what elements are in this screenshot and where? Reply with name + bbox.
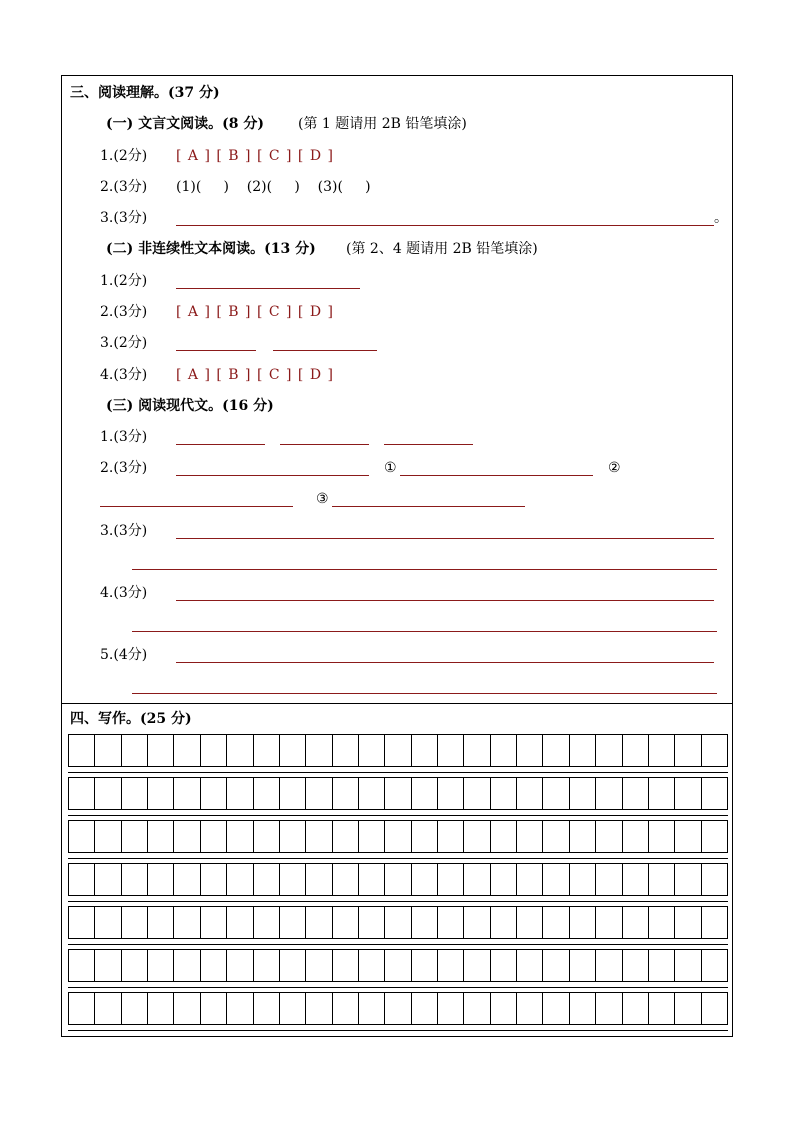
grid-cell[interactable] — [122, 864, 148, 896]
grid-cell[interactable] — [438, 735, 464, 767]
grid-cell[interactable] — [675, 907, 701, 939]
p3-q1-answer-line-2[interactable] — [280, 444, 369, 445]
grid-cell[interactable] — [201, 821, 227, 853]
p3-q4-answer-line-2[interactable] — [132, 631, 717, 632]
grid-cell[interactable] — [702, 950, 728, 982]
grid-cell[interactable] — [306, 735, 332, 767]
grid-cell[interactable] — [543, 778, 569, 810]
p1-q2-blanks[interactable]: (1)( ) (2)( ) (3)( ) — [176, 179, 371, 195]
grid-cell[interactable] — [359, 821, 385, 853]
grid-cell[interactable] — [702, 778, 728, 810]
grid-cell[interactable] — [464, 735, 490, 767]
grid-cell[interactable] — [491, 735, 517, 767]
grid-cell[interactable] — [675, 864, 701, 896]
grid-cell[interactable] — [95, 864, 121, 896]
grid-cell[interactable] — [702, 993, 728, 1025]
grid-cell[interactable] — [174, 735, 200, 767]
part1-note: (第 1 题请用 2B 铅笔填涂) — [298, 116, 467, 132]
grid-cell[interactable] — [702, 907, 728, 939]
grid-cell[interactable] — [174, 864, 200, 896]
grid-cell[interactable] — [201, 778, 227, 810]
grid-cell[interactable] — [412, 993, 438, 1025]
p3-q1-answer-line-1[interactable] — [176, 444, 265, 445]
p3-q2-answer-line-2[interactable] — [100, 506, 293, 507]
grid-gap-line — [68, 901, 728, 902]
grid-cell[interactable] — [649, 821, 675, 853]
grid-cell[interactable] — [69, 821, 95, 853]
p2-q3-label: 3.(2分) — [100, 335, 148, 351]
grid-row — [68, 906, 728, 939]
grid-cell[interactable] — [69, 907, 95, 939]
grid-cell[interactable] — [174, 950, 200, 982]
grid-cell[interactable] — [623, 993, 649, 1025]
grid-cell[interactable] — [570, 778, 596, 810]
grid-gap-line — [68, 1030, 728, 1031]
grid-row — [68, 820, 728, 853]
grid-cell[interactable] — [122, 821, 148, 853]
grid-row — [68, 734, 728, 767]
grid-cell[interactable] — [280, 907, 306, 939]
grid-cell[interactable] — [333, 950, 359, 982]
p3-q3-answer-line-1[interactable] — [176, 538, 714, 539]
grid-cell[interactable] — [570, 907, 596, 939]
grid-cell[interactable] — [201, 993, 227, 1025]
grid-cell[interactable] — [649, 864, 675, 896]
grid-cell[interactable] — [122, 907, 148, 939]
grid-cell[interactable] — [359, 864, 385, 896]
p3-q5-answer-line-2[interactable] — [132, 693, 717, 694]
grid-cell[interactable] — [148, 864, 174, 896]
grid-cell[interactable] — [69, 864, 95, 896]
grid-cell[interactable] — [412, 950, 438, 982]
grid-cell[interactable] — [227, 735, 253, 767]
grid-cell[interactable] — [333, 778, 359, 810]
grid-cell[interactable] — [596, 778, 622, 810]
grid-cell[interactable] — [280, 735, 306, 767]
grid-cell[interactable] — [623, 735, 649, 767]
part2-heading: (二) 非连续性文本阅读。(13 分) — [106, 241, 316, 257]
grid-cell[interactable] — [69, 993, 95, 1025]
grid-gap-line — [68, 815, 728, 816]
grid-cell[interactable] — [649, 735, 675, 767]
grid-cell[interactable] — [491, 778, 517, 810]
grid-cell[interactable] — [201, 864, 227, 896]
grid-cell[interactable] — [254, 993, 280, 1025]
grid-cell[interactable] — [517, 950, 543, 982]
grid-cell[interactable] — [306, 821, 332, 853]
grid-cell[interactable] — [543, 950, 569, 982]
grid-cell[interactable] — [517, 735, 543, 767]
grid-cell[interactable] — [333, 864, 359, 896]
section3-heading: 三、阅读理解。(37 分) — [70, 85, 220, 101]
grid-cell[interactable] — [623, 778, 649, 810]
grid-gap-line — [68, 858, 728, 859]
p2-q2-options[interactable]: [ A ] [ B ] [ C ] [ D ] — [176, 304, 334, 320]
grid-cell[interactable] — [596, 821, 622, 853]
grid-cell[interactable] — [596, 950, 622, 982]
grid-cell[interactable] — [95, 821, 121, 853]
grid-cell[interactable] — [491, 907, 517, 939]
grid-cell[interactable] — [675, 993, 701, 1025]
p3-q2-mark2: ② — [608, 460, 621, 476]
p1-q3-answer-line[interactable] — [176, 225, 714, 226]
grid-cell[interactable] — [69, 778, 95, 810]
grid-cell[interactable] — [333, 993, 359, 1025]
grid-cell[interactable] — [517, 993, 543, 1025]
p2-q4-options[interactable]: [ A ] [ B ] [ C ] [ D ] — [176, 367, 334, 383]
grid-cell[interactable] — [174, 821, 200, 853]
grid-cell[interactable] — [623, 907, 649, 939]
grid-cell[interactable] — [227, 993, 253, 1025]
grid-cell[interactable] — [543, 735, 569, 767]
grid-cell[interactable] — [280, 950, 306, 982]
grid-cell[interactable] — [491, 864, 517, 896]
grid-cell[interactable] — [280, 821, 306, 853]
grid-cell[interactable] — [412, 907, 438, 939]
grid-cell[interactable] — [333, 821, 359, 853]
grid-cell[interactable] — [227, 778, 253, 810]
p1-q1-label: 1.(2分) — [100, 148, 148, 164]
grid-cell[interactable] — [412, 821, 438, 853]
p3-q5-label: 5.(4分) — [100, 647, 148, 663]
p1-q1-options[interactable]: [ A ] [ B ] [ C ] [ D ] — [176, 148, 334, 164]
grid-cell[interactable] — [333, 907, 359, 939]
p2-q1-label: 1.(2分) — [100, 273, 148, 289]
grid-cell[interactable] — [570, 950, 596, 982]
grid-cell[interactable] — [675, 735, 701, 767]
grid-cell[interactable] — [491, 993, 517, 1025]
grid-cell[interactable] — [174, 993, 200, 1025]
p3-q3-answer-line-2[interactable] — [132, 569, 717, 570]
p3-q3-label: 3.(3分) — [100, 523, 148, 539]
grid-cell[interactable] — [201, 735, 227, 767]
grid-cell[interactable] — [69, 950, 95, 982]
grid-gap-line — [68, 987, 728, 988]
grid-cell[interactable] — [438, 821, 464, 853]
grid-gap-line — [68, 772, 728, 773]
p3-q2-answer-line-3[interactable] — [332, 506, 525, 507]
grid-cell[interactable] — [464, 950, 490, 982]
grid-cell[interactable] — [438, 907, 464, 939]
grid-cell[interactable] — [122, 993, 148, 1025]
grid-cell[interactable] — [517, 778, 543, 810]
grid-cell[interactable] — [675, 950, 701, 982]
grid-cell[interactable] — [306, 950, 332, 982]
p2-q2-label: 2.(3分) — [100, 304, 148, 320]
grid-cell[interactable] — [359, 735, 385, 767]
grid-cell[interactable] — [95, 950, 121, 982]
grid-cell[interactable] — [543, 993, 569, 1025]
grid-cell[interactable] — [174, 907, 200, 939]
grid-cell[interactable] — [464, 993, 490, 1025]
part3-heading: (三) 阅读现代文。(16 分) — [106, 398, 274, 414]
grid-cell[interactable] — [333, 735, 359, 767]
grid-cell[interactable] — [280, 864, 306, 896]
grid-cell[interactable] — [649, 950, 675, 982]
grid-cell[interactable] — [306, 993, 332, 1025]
p3-q5-answer-line-1[interactable] — [176, 662, 714, 663]
grid-cell[interactable] — [543, 907, 569, 939]
grid-cell[interactable] — [412, 735, 438, 767]
p1-q3-label: 3.(3分) — [100, 210, 148, 226]
part2-note: (第 2、4 题请用 2B 铅笔填涂) — [346, 241, 538, 257]
grid-cell[interactable] — [702, 735, 728, 767]
p3-q1-answer-line-3[interactable] — [384, 444, 473, 445]
p3-q2-mark3: ③ — [316, 491, 329, 507]
grid-cell[interactable] — [69, 735, 95, 767]
p2-q4-label: 4.(3分) — [100, 367, 148, 383]
grid-cell[interactable] — [438, 993, 464, 1025]
p2-q3-answer-line-2[interactable] — [273, 350, 377, 351]
grid-cell[interactable] — [623, 950, 649, 982]
grid-cell[interactable] — [596, 907, 622, 939]
grid-row — [68, 949, 728, 982]
grid-cell[interactable] — [596, 735, 622, 767]
grid-cell[interactable] — [464, 821, 490, 853]
grid-cell[interactable] — [702, 821, 728, 853]
grid-cell[interactable] — [148, 950, 174, 982]
grid-cell[interactable] — [596, 864, 622, 896]
grid-cell[interactable] — [464, 864, 490, 896]
grid-cell[interactable] — [491, 950, 517, 982]
grid-cell[interactable] — [517, 907, 543, 939]
grid-cell[interactable] — [385, 735, 411, 767]
grid-cell[interactable] — [359, 993, 385, 1025]
grid-cell[interactable] — [95, 735, 121, 767]
grid-cell[interactable] — [306, 907, 332, 939]
grid-cell[interactable] — [359, 950, 385, 982]
grid-cell[interactable] — [385, 993, 411, 1025]
grid-cell[interactable] — [122, 778, 148, 810]
grid-cell[interactable] — [438, 778, 464, 810]
grid-cell[interactable] — [649, 778, 675, 810]
grid-cell[interactable] — [148, 778, 174, 810]
part1-heading: (一) 文言文阅读。(8 分) — [106, 116, 264, 132]
grid-cell[interactable] — [464, 778, 490, 810]
grid-cell[interactable] — [254, 950, 280, 982]
grid-cell[interactable] — [491, 821, 517, 853]
grid-cell[interactable] — [385, 907, 411, 939]
grid-cell[interactable] — [412, 778, 438, 810]
grid-cell[interactable] — [623, 864, 649, 896]
grid-cell[interactable] — [385, 821, 411, 853]
grid-gap-line — [68, 944, 728, 945]
grid-cell[interactable] — [570, 864, 596, 896]
grid-row — [68, 863, 728, 896]
grid-cell[interactable] — [148, 821, 174, 853]
grid-cell[interactable] — [254, 821, 280, 853]
grid-cell[interactable] — [570, 821, 596, 853]
grid-cell[interactable] — [201, 907, 227, 939]
grid-cell[interactable] — [464, 907, 490, 939]
p3-q2-answer-line-1[interactable] — [400, 475, 593, 476]
grid-cell[interactable] — [649, 907, 675, 939]
grid-cell[interactable] — [306, 778, 332, 810]
grid-row — [68, 777, 728, 810]
grid-cell[interactable] — [227, 821, 253, 853]
grid-cell[interactable] — [359, 907, 385, 939]
grid-cell[interactable] — [227, 907, 253, 939]
grid-cell[interactable] — [201, 950, 227, 982]
grid-cell[interactable] — [95, 907, 121, 939]
grid-cell[interactable] — [385, 778, 411, 810]
grid-cell[interactable] — [254, 735, 280, 767]
grid-row — [68, 992, 728, 1025]
grid-cell[interactable] — [623, 821, 649, 853]
grid-cell[interactable] — [438, 950, 464, 982]
grid-cell[interactable] — [95, 778, 121, 810]
p3-q4-label: 4.(3分) — [100, 585, 148, 601]
grid-cell[interactable] — [543, 821, 569, 853]
grid-cell[interactable] — [148, 735, 174, 767]
p2-q1-answer-line[interactable] — [176, 288, 360, 289]
section-divider — [62, 703, 732, 704]
grid-cell[interactable] — [122, 735, 148, 767]
p1-q3-end: 。 — [714, 210, 728, 226]
grid-cell[interactable] — [227, 864, 253, 896]
grid-cell[interactable] — [280, 993, 306, 1025]
p1-q2-label: 2.(3分) — [100, 179, 148, 195]
grid-cell[interactable] — [596, 993, 622, 1025]
grid-cell[interactable] — [385, 950, 411, 982]
grid-cell[interactable] — [570, 735, 596, 767]
p3-q4-answer-line-1[interactable] — [176, 600, 714, 601]
answer-sheet — [61, 75, 733, 1037]
grid-cell[interactable] — [95, 993, 121, 1025]
grid-cell[interactable] — [412, 864, 438, 896]
grid-cell[interactable] — [675, 778, 701, 810]
grid-cell[interactable] — [306, 864, 332, 896]
grid-cell[interactable] — [280, 778, 306, 810]
grid-cell[interactable] — [649, 993, 675, 1025]
grid-cell[interactable] — [148, 993, 174, 1025]
grid-cell[interactable] — [148, 907, 174, 939]
grid-cell[interactable] — [254, 778, 280, 810]
grid-cell[interactable] — [385, 864, 411, 896]
p3-q1-label: 1.(3分) — [100, 429, 148, 445]
grid-cell[interactable] — [122, 950, 148, 982]
grid-cell[interactable] — [227, 950, 253, 982]
p3-q2-label: 2.(3分) — [100, 460, 148, 476]
grid-cell[interactable] — [543, 864, 569, 896]
grid-cell[interactable] — [517, 821, 543, 853]
grid-cell[interactable] — [517, 864, 543, 896]
grid-cell[interactable] — [570, 993, 596, 1025]
grid-cell[interactable] — [438, 864, 464, 896]
grid-cell[interactable] — [359, 778, 385, 810]
grid-cell[interactable] — [675, 821, 701, 853]
p3-q2-mark1: ① — [384, 460, 397, 476]
grid-cell[interactable] — [702, 864, 728, 896]
grid-cell[interactable] — [254, 907, 280, 939]
section4-heading: 四、写作。(25 分) — [70, 711, 192, 727]
grid-cell[interactable] — [174, 778, 200, 810]
p2-q3-answer-line-1[interactable] — [176, 350, 256, 351]
grid-cell[interactable] — [254, 864, 280, 896]
p3-q2-answer-line[interactable] — [176, 475, 369, 476]
